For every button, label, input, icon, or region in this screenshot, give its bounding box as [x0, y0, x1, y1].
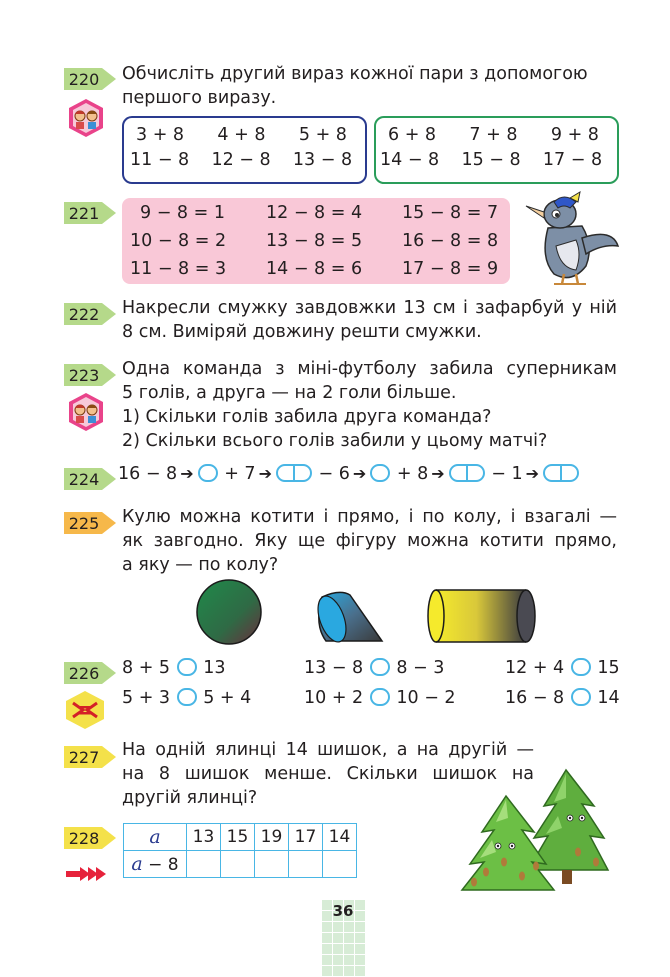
compare-oval[interactable] — [177, 688, 197, 706]
right-arrow-icon: ➔ — [180, 464, 194, 483]
expression-row: 14 − 8 15 − 8 17 − 8 — [380, 150, 603, 170]
cone-shape-icon — [310, 585, 390, 645]
fir-trees-illustration-icon — [458, 766, 618, 896]
exercise-number-223: 223 — [64, 362, 116, 388]
answer-oval-double[interactable] — [276, 464, 312, 482]
comparison: 12 + 4 15 — [505, 658, 620, 678]
equation: 11 − 8 = 3 — [130, 259, 227, 279]
table-header-expression: a − 8 — [124, 851, 187, 878]
compare-oval[interactable] — [571, 688, 591, 706]
exercise-224-chain: 16 − 8 ➔ + 7 ➔ − 6 ➔ + 8 ➔ − 1 ➔ — [118, 464, 580, 484]
ball-shape-icon — [195, 578, 265, 648]
comparison: 10 + 2 10 − 2 — [304, 688, 456, 708]
exercise-number-220: 220 — [64, 66, 116, 92]
table-cell: 17 — [289, 824, 323, 851]
pair-work-icon — [66, 392, 106, 432]
exercise-number-228: 228 — [64, 825, 116, 851]
comparison: 5 + 3 5 + 4 — [122, 688, 252, 708]
exercise-number-224: 224 — [64, 466, 116, 492]
equation: 14 − 8 = 6 — [266, 259, 363, 279]
equation: 16 − 8 = 8 — [402, 231, 499, 251]
answer-oval[interactable] — [198, 464, 218, 482]
compare-oval[interactable] — [370, 688, 390, 706]
answer-cell[interactable] — [187, 851, 221, 878]
exercise-223-text: Одна команда з міні-футболу забила суперникам 5 голів, а друга — на 2 голи більше. 1) Скільки голів забила друга команда? 2) Скільки всього голів забили у цьому матчі? — [122, 359, 617, 451]
table-cell: 13 — [187, 824, 221, 851]
equation: 12 − 8 = 4 — [266, 203, 363, 223]
table-cell: 15 — [221, 824, 255, 851]
answer-cell[interactable] — [289, 851, 323, 878]
equation: 9 − 8 = 1 — [140, 203, 225, 223]
right-arrow-icon: ➔ — [258, 464, 272, 483]
comparison: 13 − 8 8 − 3 — [304, 658, 445, 678]
answer-oval-double[interactable] — [543, 464, 579, 482]
table-header-var: a — [124, 824, 187, 851]
answer-oval-double[interactable] — [449, 464, 485, 482]
cylinder-shape-icon — [426, 586, 540, 646]
exercise-225-text: Кулю можна котити і прямо, і по колу, і взагалі — як завгодно. Яку ще фігуру можна котити прямо, а яку — по колу? — [122, 507, 617, 575]
answer-cell[interactable] — [255, 851, 289, 878]
expression-row: 11 − 8 12 − 8 13 − 8 — [130, 150, 353, 170]
expression-row: 6 + 8 7 + 8 9 + 8 — [388, 125, 599, 145]
table-cell: 19 — [255, 824, 289, 851]
exercise-number-226: 226 — [64, 660, 116, 686]
equation: 15 − 8 = 7 — [402, 203, 499, 223]
comparison: 16 − 8 14 — [505, 688, 620, 708]
page-number: 36 — [332, 902, 354, 920]
answer-cell[interactable] — [221, 851, 255, 878]
expression-row: 3 + 8 4 + 8 5 + 8 — [136, 125, 347, 145]
compare-signs-icon — [64, 690, 106, 730]
right-arrow-icon: ➔ — [431, 464, 445, 483]
exercise-220-text: Обчисліть другий вираз кожної пари з допомогою першого виразу. — [122, 64, 588, 108]
answer-cell[interactable] — [323, 851, 357, 878]
exercise-number-221: 221 — [64, 200, 116, 226]
comparison: 8 + 5 13 — [122, 658, 226, 678]
compare-oval[interactable] — [177, 658, 197, 676]
exercise-227-text: На одній ялинці 14 шишок, а на другій — на 8 шишок менше. Скільки шишок на другій ялинці? — [122, 740, 534, 808]
exercise-number-222: 222 — [64, 301, 116, 327]
equation: 10 − 8 = 2 — [130, 231, 227, 251]
pair-work-icon — [66, 98, 106, 138]
right-arrow-icon: ➔ — [525, 464, 540, 483]
equation: 13 − 8 = 5 — [266, 231, 363, 251]
values-table — [123, 823, 357, 878]
exercise-number-227: 227 — [64, 744, 116, 770]
compare-oval[interactable] — [571, 658, 591, 676]
exercise-222-text: Накресли смужку завдовжки 13 см і зафарбуй у ній 8 см. Виміряй довжину решти смужки. — [122, 298, 617, 342]
exercise-number-225: 225 — [64, 510, 116, 536]
equation: 17 − 8 = 9 — [402, 259, 499, 279]
bird-illustration-icon — [520, 188, 620, 288]
compare-oval[interactable] — [370, 658, 390, 676]
fast-forward-icon — [66, 866, 112, 882]
right-arrow-icon: ➔ — [352, 464, 367, 483]
table-cell: 14 — [323, 824, 357, 851]
answer-oval[interactable] — [370, 464, 390, 482]
